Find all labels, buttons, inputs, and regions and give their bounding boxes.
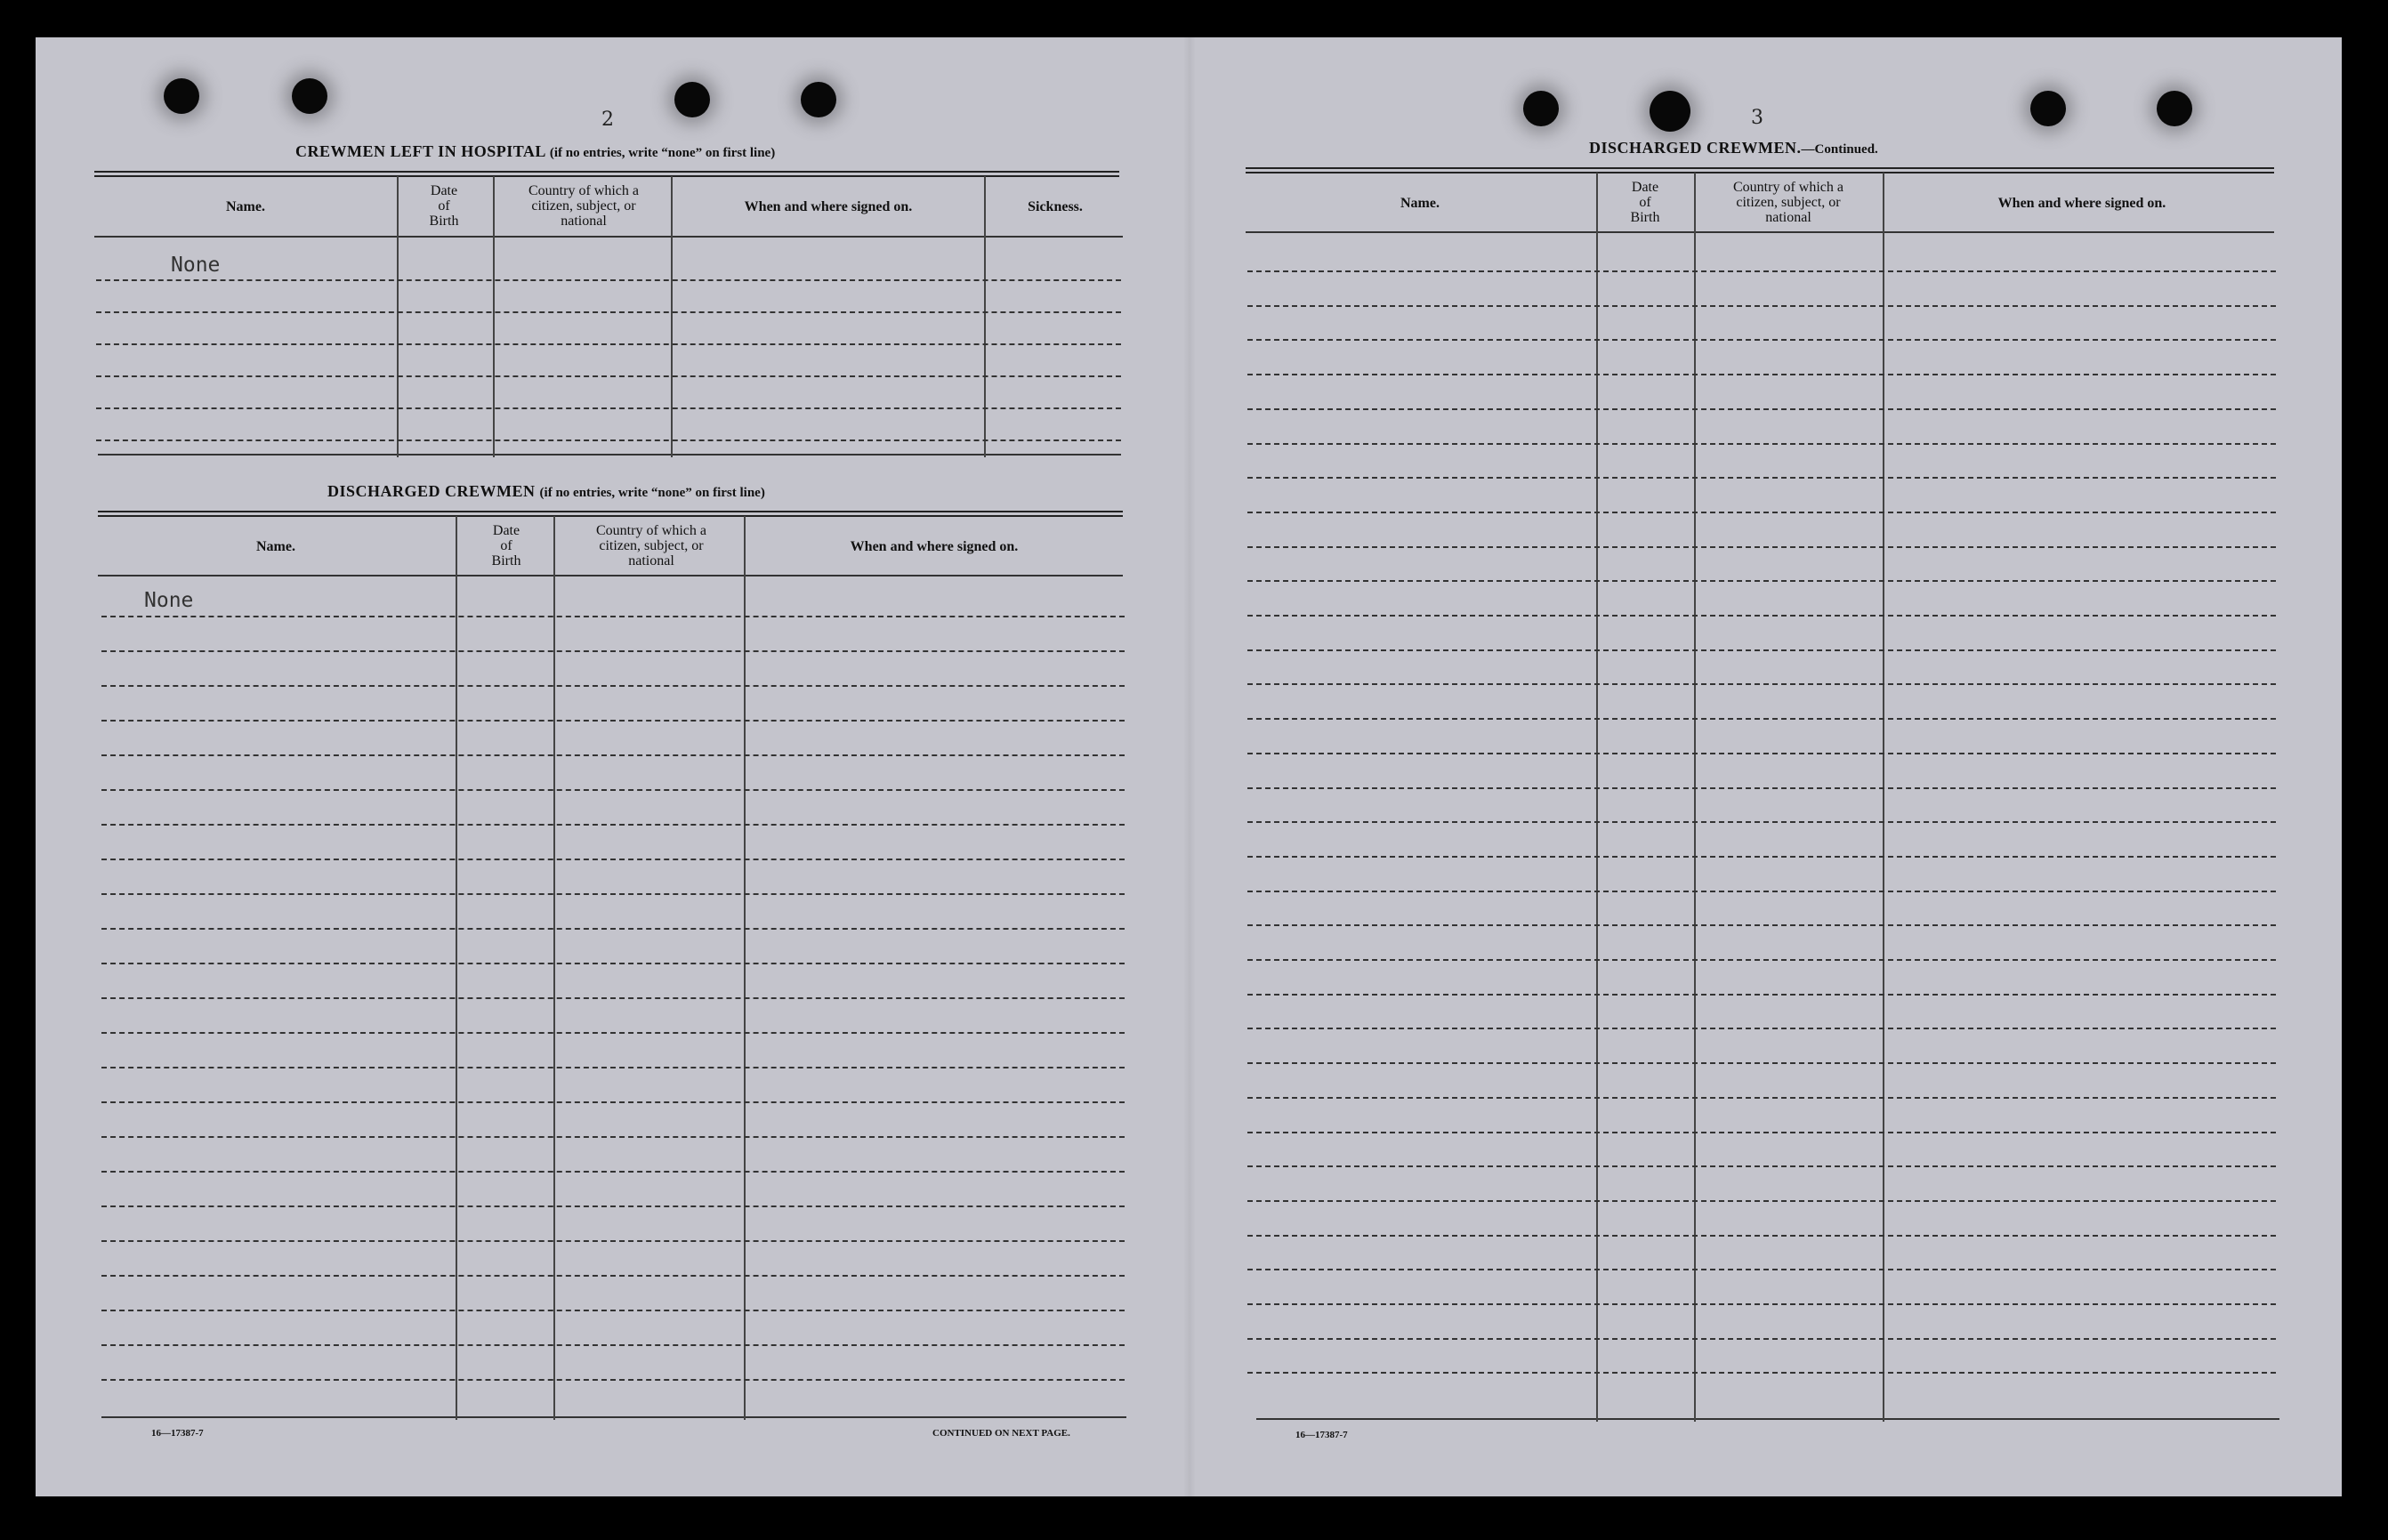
hospital-col-country: Country of which a citizen, subject, or national [528, 183, 639, 229]
row-line [101, 1171, 1125, 1173]
hospital-row-line [96, 375, 1121, 377]
row-line [1247, 891, 2276, 892]
row-line [101, 963, 1125, 964]
row-line [1247, 1097, 2276, 1099]
right-bottom-rule [1256, 1418, 2279, 1420]
hospital-top-rule [94, 171, 1119, 173]
hospital-title-text: CREWMEN LEFT IN HOSPITAL [295, 142, 545, 160]
punch-hole [164, 78, 199, 114]
row-line [1247, 856, 2276, 858]
row-line [1247, 1028, 2276, 1029]
row-line [1247, 1303, 2276, 1305]
punch-hole [2030, 91, 2066, 126]
row-line [1247, 1200, 2276, 1202]
row-line [1247, 1372, 2276, 1374]
row-line [1247, 1062, 2276, 1064]
right-col-country: Country of which a citizen, subject, or national [1733, 180, 1843, 225]
row-line [1247, 821, 2276, 823]
row-line [101, 997, 1125, 999]
row-line [1247, 924, 2276, 926]
row-line [101, 650, 1125, 652]
row-line [1247, 339, 2276, 341]
row-line [1247, 1165, 2276, 1167]
hospital-first-entry: None [171, 254, 221, 277]
page-number: 3 [1751, 107, 1763, 129]
row-line [101, 789, 1125, 791]
punch-hole [801, 82, 836, 117]
row-line [101, 1136, 1125, 1138]
row-line [1247, 1132, 2276, 1133]
row-line [101, 1032, 1125, 1034]
discharged-continued-text: DISCHARGED CREWMEN. [1589, 139, 1802, 157]
row-line [101, 1240, 1125, 1242]
hospital-col-divider [493, 176, 495, 457]
page-number: 2 [601, 109, 614, 131]
row-line [1247, 718, 2276, 720]
hospital-col-dob: Date of Birth [429, 183, 459, 229]
hospital-row-line [96, 439, 1121, 441]
hospital-row-line [96, 279, 1121, 281]
row-line [101, 1310, 1125, 1311]
row-line [101, 893, 1125, 895]
discharged-top-rule [98, 511, 1123, 512]
row-line [101, 1101, 1125, 1103]
row-line [1247, 649, 2276, 651]
row-line [101, 1344, 1125, 1346]
right-header-rule [1246, 231, 2274, 233]
discharged-col-signed-on: When and where signed on. [850, 539, 1019, 554]
row-line [1247, 477, 2276, 479]
row-line [101, 1275, 1125, 1277]
discharged-col-country: Country of which a citizen, subject, or national [596, 523, 706, 568]
row-line [1247, 512, 2276, 513]
row-line [1247, 270, 2276, 272]
hospital-col-divider [397, 176, 399, 457]
hospital-col-signed-on: When and where signed on. [744, 199, 913, 214]
row-line [1247, 959, 2276, 961]
punch-hole [1650, 91, 1690, 132]
discharged-first-entry: None [144, 589, 194, 612]
row-line [1247, 443, 2276, 445]
row-line [101, 824, 1125, 826]
row-line [1247, 408, 2276, 410]
page-fold [1183, 37, 1196, 1496]
row-line [101, 754, 1125, 756]
hospital-header-rule [94, 236, 1123, 238]
row-line [1247, 683, 2276, 685]
form-number: 16—17387-7 [151, 1428, 204, 1439]
discharged-title-text: DISCHARGED CREWMEN [327, 482, 536, 500]
form-sheet [36, 37, 2342, 1496]
hospital-bottom-rule [98, 454, 1121, 456]
right-top-rule [1246, 167, 2274, 169]
discharged-title-note: (if no entries, write “none” on first line) [539, 486, 765, 500]
row-line [1247, 1269, 2276, 1270]
hospital-col-sickness: Sickness. [1028, 199, 1083, 214]
hospital-title-note: (if no entries, write “none” on first line) [549, 146, 776, 160]
row-line [101, 616, 1125, 617]
discharged-continued-suffix: —Continued. [1801, 142, 1878, 157]
right-col-dob: Date of Birth [1630, 180, 1660, 225]
hospital-row-line [96, 343, 1121, 345]
discharged-col-dob: Date of Birth [491, 523, 521, 568]
row-line [101, 859, 1125, 860]
row-line [101, 1379, 1125, 1381]
hospital-col-divider [984, 176, 986, 457]
punch-hole [2157, 91, 2192, 126]
continued-note: CONTINUED ON NEXT PAGE. [932, 1428, 1070, 1439]
hospital-col-name: Name. [226, 199, 265, 214]
row-line [101, 928, 1125, 930]
row-line [1247, 580, 2276, 582]
row-line [1247, 753, 2276, 754]
row-line [101, 720, 1125, 722]
punch-hole [1523, 91, 1559, 126]
row-line [101, 1067, 1125, 1068]
punch-hole [674, 82, 710, 117]
hospital-col-divider [671, 176, 673, 457]
row-line [1247, 1235, 2276, 1237]
row-line [1247, 787, 2276, 789]
discharged-col-name: Name. [256, 539, 295, 554]
hospital-row-line [96, 311, 1121, 313]
discharged-section-title [327, 482, 765, 501]
hospital-row-line [96, 407, 1121, 409]
discharged-continued-title [1589, 139, 1878, 157]
row-line [1247, 305, 2276, 307]
row-line [1247, 615, 2276, 617]
hospital-section-title [295, 142, 775, 161]
row-line [1247, 1338, 2276, 1340]
row-line [1247, 374, 2276, 375]
discharged-bottom-rule [101, 1416, 1126, 1418]
discharged-header-rule [98, 575, 1123, 576]
row-line [1247, 994, 2276, 996]
right-col-signed-on: When and where signed on. [1997, 196, 2166, 211]
form-number: 16—17387-7 [1295, 1430, 1348, 1440]
row-line [101, 1205, 1125, 1207]
row-line [1247, 546, 2276, 548]
right-col-name: Name. [1400, 196, 1440, 211]
punch-hole [292, 78, 327, 114]
row-line [101, 685, 1125, 687]
